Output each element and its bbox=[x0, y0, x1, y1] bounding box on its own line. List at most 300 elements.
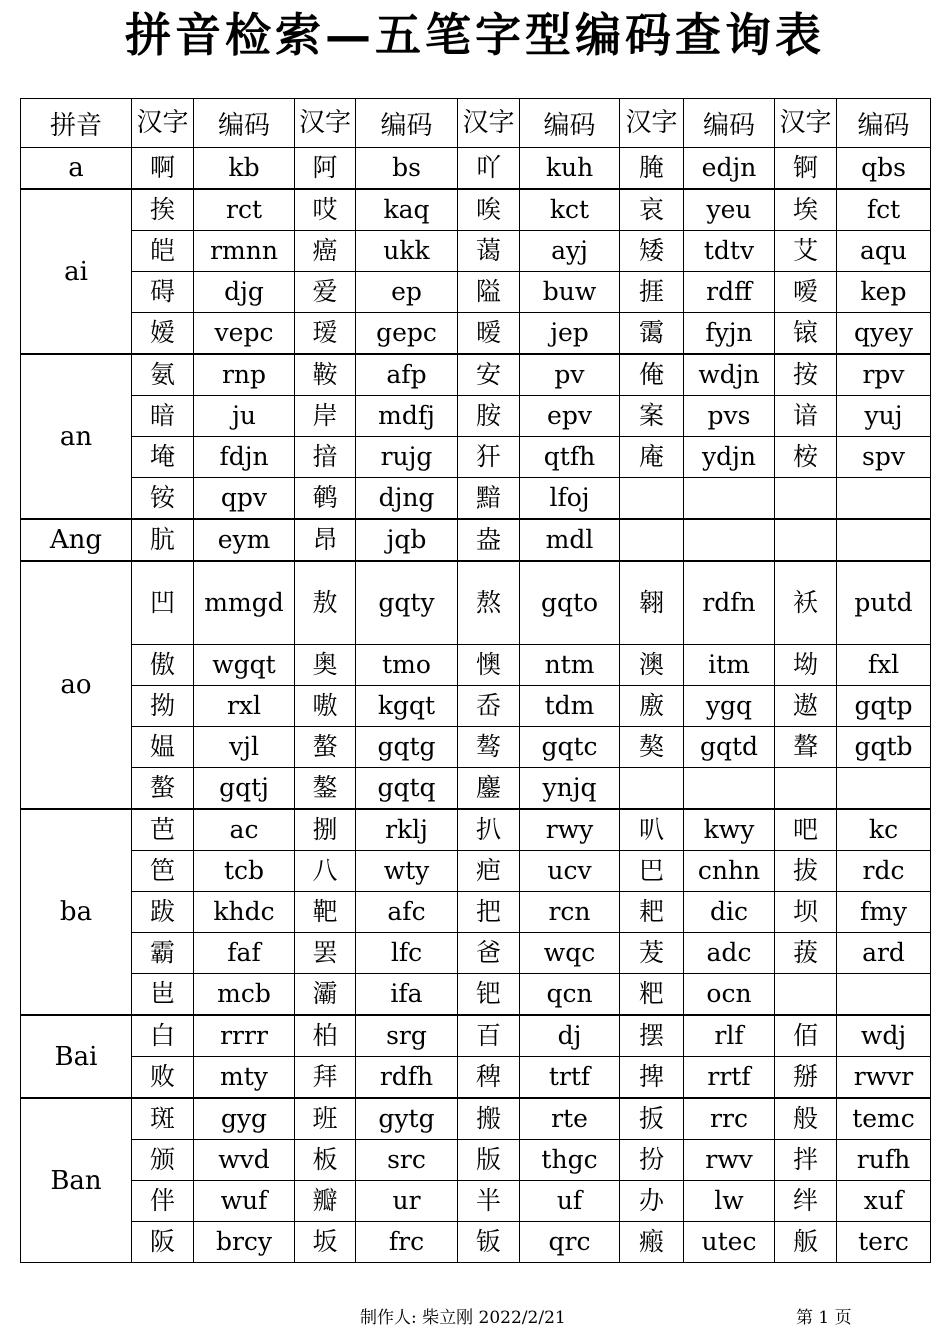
table-row bbox=[21, 354, 931, 396]
char-cell: 蔼 bbox=[458, 231, 520, 272]
char-cell: 唉 bbox=[458, 189, 520, 231]
code-cell: mdl bbox=[520, 519, 620, 561]
char-cell: 茇 bbox=[620, 933, 684, 974]
code-cell: utec bbox=[684, 1222, 775, 1263]
header-code: 编码 bbox=[520, 99, 620, 148]
char-cell: 扒 bbox=[458, 809, 520, 851]
table-row bbox=[21, 686, 931, 727]
code-cell: jqb bbox=[356, 519, 458, 561]
code-cell bbox=[684, 768, 775, 810]
code-cell: wdj bbox=[837, 1015, 931, 1057]
char-cell: 獒 bbox=[620, 727, 684, 768]
code-cell: rpv bbox=[837, 354, 931, 396]
footer-page-number: 第 1 页 bbox=[796, 1308, 852, 1328]
code-cell bbox=[837, 768, 931, 810]
code-cell: temc bbox=[837, 1098, 931, 1140]
code-cell: ucv bbox=[520, 851, 620, 892]
table-row bbox=[21, 148, 931, 190]
code-cell: bs bbox=[356, 148, 458, 190]
code-cell: rrrr bbox=[194, 1015, 295, 1057]
code-cell: rwy bbox=[520, 809, 620, 851]
char-cell: 犴 bbox=[458, 437, 520, 478]
char-cell: 把 bbox=[458, 892, 520, 933]
char-cell: 跋 bbox=[132, 892, 194, 933]
code-cell: rdfh bbox=[356, 1057, 458, 1099]
char-cell bbox=[775, 478, 837, 520]
code-cell: djng bbox=[356, 478, 458, 520]
char-cell: 粑 bbox=[620, 974, 684, 1016]
char-cell: 瘢 bbox=[620, 1222, 684, 1263]
code-cell: gyg bbox=[194, 1098, 295, 1140]
code-cell: wuf bbox=[194, 1181, 295, 1222]
code-cell: tdtv bbox=[684, 231, 775, 272]
table-row bbox=[21, 313, 931, 355]
pinyin-cell: Ang bbox=[21, 519, 132, 561]
char-cell: 爱 bbox=[295, 272, 356, 313]
table-row bbox=[21, 1057, 931, 1099]
char-cell: 揞 bbox=[295, 437, 356, 478]
table-row bbox=[21, 727, 931, 768]
char-cell: 灞 bbox=[295, 974, 356, 1016]
code-cell: pvs bbox=[684, 396, 775, 437]
char-cell: 鹌 bbox=[295, 478, 356, 520]
code-cell: faf bbox=[194, 933, 295, 974]
char-cell: 霭 bbox=[620, 313, 684, 355]
char-cell: 螯 bbox=[295, 727, 356, 768]
code-cell: qyey bbox=[837, 313, 931, 355]
code-cell: wqc bbox=[520, 933, 620, 974]
code-cell: tdm bbox=[520, 686, 620, 727]
table-row bbox=[21, 231, 931, 272]
header-code: 编码 bbox=[194, 99, 295, 148]
table-row bbox=[21, 933, 931, 974]
code-cell: kct bbox=[520, 189, 620, 231]
code-cell: rte bbox=[520, 1098, 620, 1140]
char-cell: 佰 bbox=[775, 1015, 837, 1057]
char-cell: 敖 bbox=[295, 561, 356, 645]
char-cell: 骜 bbox=[458, 727, 520, 768]
code-cell: kgqt bbox=[356, 686, 458, 727]
char-cell: 巴 bbox=[620, 851, 684, 892]
table-row bbox=[21, 645, 931, 686]
code-cell: rdfn bbox=[684, 561, 775, 645]
code-cell: lfoj bbox=[520, 478, 620, 520]
code-cell bbox=[684, 478, 775, 520]
char-cell: 皑 bbox=[132, 231, 194, 272]
char-cell: 碍 bbox=[132, 272, 194, 313]
char-cell: 艾 bbox=[775, 231, 837, 272]
code-cell: buw bbox=[520, 272, 620, 313]
char-cell: 阿 bbox=[295, 148, 356, 190]
char-cell: 庵 bbox=[620, 437, 684, 478]
header-pinyin: 拼音 bbox=[21, 99, 132, 148]
char-cell: 扳 bbox=[620, 1098, 684, 1140]
char-cell: 钣 bbox=[458, 1222, 520, 1263]
char-cell: 案 bbox=[620, 396, 684, 437]
code-cell: fyjn bbox=[684, 313, 775, 355]
code-cell: afp bbox=[356, 354, 458, 396]
char-cell: 拜 bbox=[295, 1057, 356, 1099]
code-cell: wgqt bbox=[194, 645, 295, 686]
char-cell: 安 bbox=[458, 354, 520, 396]
char-cell: 鞍 bbox=[295, 354, 356, 396]
code-cell: uf bbox=[520, 1181, 620, 1222]
code-cell: pv bbox=[520, 354, 620, 396]
code-cell: rdc bbox=[837, 851, 931, 892]
code-cell: rufh bbox=[837, 1140, 931, 1181]
code-cell: rwvr bbox=[837, 1057, 931, 1099]
header-code: 编码 bbox=[356, 99, 458, 148]
char-cell: 澳 bbox=[620, 645, 684, 686]
page-title: 拼音检索—五笔字型编码查询表 bbox=[125, 8, 825, 62]
code-cell: ju bbox=[194, 396, 295, 437]
char-cell: 坂 bbox=[295, 1222, 356, 1263]
code-cell: rxl bbox=[194, 686, 295, 727]
char-cell: 媪 bbox=[132, 727, 194, 768]
header-char: 汉字 bbox=[775, 99, 837, 148]
char-cell: 瓣 bbox=[295, 1181, 356, 1222]
code-cell: mty bbox=[194, 1057, 295, 1099]
char-cell: 疤 bbox=[458, 851, 520, 892]
char-cell: 岙 bbox=[458, 686, 520, 727]
char-cell: 矮 bbox=[620, 231, 684, 272]
char-cell: 般 bbox=[775, 1098, 837, 1140]
code-cell: tcb bbox=[194, 851, 295, 892]
char-cell: 吖 bbox=[458, 148, 520, 190]
char-cell: 埃 bbox=[775, 189, 837, 231]
char-cell: 伴 bbox=[132, 1181, 194, 1222]
char-cell: 靶 bbox=[295, 892, 356, 933]
char-cell: 柏 bbox=[295, 1015, 356, 1057]
char-cell: 瑷 bbox=[295, 313, 356, 355]
char-cell: 熬 bbox=[458, 561, 520, 645]
code-cell: gqtc bbox=[520, 727, 620, 768]
char-cell: 肮 bbox=[132, 519, 194, 561]
char-cell: 谙 bbox=[775, 396, 837, 437]
char-cell: 捌 bbox=[295, 809, 356, 851]
code-cell: kaq bbox=[356, 189, 458, 231]
char-cell: 翱 bbox=[620, 561, 684, 645]
code-cell: eym bbox=[194, 519, 295, 561]
code-cell: yuj bbox=[837, 396, 931, 437]
char-cell: 廒 bbox=[620, 686, 684, 727]
pinyin-cell: Ban bbox=[21, 1098, 132, 1263]
char-cell: 鏖 bbox=[458, 768, 520, 810]
char-cell: 聱 bbox=[775, 727, 837, 768]
char-cell: 斑 bbox=[132, 1098, 194, 1140]
char-cell: 岜 bbox=[132, 974, 194, 1016]
code-cell: kb bbox=[194, 148, 295, 190]
code-cell: edjn bbox=[684, 148, 775, 190]
char-cell bbox=[620, 519, 684, 561]
code-cell bbox=[837, 478, 931, 520]
char-cell: 氨 bbox=[132, 354, 194, 396]
code-cell: gepc bbox=[356, 313, 458, 355]
char-cell: 板 bbox=[295, 1140, 356, 1181]
code-cell: kuh bbox=[520, 148, 620, 190]
char-cell: 嗷 bbox=[295, 686, 356, 727]
char-cell: 钯 bbox=[458, 974, 520, 1016]
code-cell: gqtd bbox=[684, 727, 775, 768]
header-char: 汉字 bbox=[620, 99, 684, 148]
table-row bbox=[21, 974, 931, 1016]
header-char: 汉字 bbox=[458, 99, 520, 148]
pinyin-cell: Bai bbox=[21, 1015, 132, 1098]
char-cell: 芭 bbox=[132, 809, 194, 851]
char-cell: 凹 bbox=[132, 561, 194, 645]
code-cell: srg bbox=[356, 1015, 458, 1057]
code-cell: qpv bbox=[194, 478, 295, 520]
char-cell: 办 bbox=[620, 1181, 684, 1222]
table-row bbox=[21, 809, 931, 851]
code-cell: gqto bbox=[520, 561, 620, 645]
char-cell: 嫒 bbox=[132, 313, 194, 355]
char-cell: 扮 bbox=[620, 1140, 684, 1181]
code-cell: epv bbox=[520, 396, 620, 437]
code-cell: aqu bbox=[837, 231, 931, 272]
table-row bbox=[21, 1098, 931, 1140]
code-cell: yeu bbox=[684, 189, 775, 231]
char-cell: 桉 bbox=[775, 437, 837, 478]
code-cell: gqtb bbox=[837, 727, 931, 768]
table-header bbox=[21, 99, 931, 148]
code-cell: rmnn bbox=[194, 231, 295, 272]
table-row bbox=[21, 1181, 931, 1222]
code-cell: ep bbox=[356, 272, 458, 313]
code-cell: vepc bbox=[194, 313, 295, 355]
pinyin-cell: ao bbox=[21, 561, 132, 809]
char-cell: 暧 bbox=[458, 313, 520, 355]
code-cell: wty bbox=[356, 851, 458, 892]
char-cell: 笆 bbox=[132, 851, 194, 892]
code-cell: ynjq bbox=[520, 768, 620, 810]
char-cell: 锿 bbox=[775, 313, 837, 355]
char-cell: 搬 bbox=[458, 1098, 520, 1140]
char-cell: 傲 bbox=[132, 645, 194, 686]
code-cell: adc bbox=[684, 933, 775, 974]
char-cell: 岸 bbox=[295, 396, 356, 437]
code-cell: ntm bbox=[520, 645, 620, 686]
code-cell: rrc bbox=[684, 1098, 775, 1140]
char-cell bbox=[620, 478, 684, 520]
code-cell: rcn bbox=[520, 892, 620, 933]
code-cell: rnp bbox=[194, 354, 295, 396]
code-cell: qbs bbox=[837, 148, 931, 190]
code-cell: dic bbox=[684, 892, 775, 933]
char-cell: 阪 bbox=[132, 1222, 194, 1263]
code-cell: brcy bbox=[194, 1222, 295, 1263]
code-cell: khdc bbox=[194, 892, 295, 933]
table-row bbox=[21, 189, 931, 231]
code-cell: rdff bbox=[684, 272, 775, 313]
char-cell: 舨 bbox=[775, 1222, 837, 1263]
code-cell: tmo bbox=[356, 645, 458, 686]
char-cell: 奥 bbox=[295, 645, 356, 686]
code-cell: gqty bbox=[356, 561, 458, 645]
code-cell: thgc bbox=[520, 1140, 620, 1181]
code-cell: mcb bbox=[194, 974, 295, 1016]
char-cell: 挨 bbox=[132, 189, 194, 231]
header-char: 汉字 bbox=[295, 99, 356, 148]
char-cell: 颁 bbox=[132, 1140, 194, 1181]
code-cell: rct bbox=[194, 189, 295, 231]
code-cell: trtf bbox=[520, 1057, 620, 1099]
char-cell: 腌 bbox=[620, 148, 684, 190]
char-cell: 坝 bbox=[775, 892, 837, 933]
char-cell: 埯 bbox=[132, 437, 194, 478]
char-cell: 霸 bbox=[132, 933, 194, 974]
char-cell: 叭 bbox=[620, 809, 684, 851]
char-cell: 罢 bbox=[295, 933, 356, 974]
char-cell: 拌 bbox=[775, 1140, 837, 1181]
table-row bbox=[21, 272, 931, 313]
char-cell: 暗 bbox=[132, 396, 194, 437]
char-cell: 锕 bbox=[775, 148, 837, 190]
code-cell: gqtg bbox=[356, 727, 458, 768]
char-cell: 俺 bbox=[620, 354, 684, 396]
code-cell: gqtq bbox=[356, 768, 458, 810]
char-cell: 白 bbox=[132, 1015, 194, 1057]
code-cell: ur bbox=[356, 1181, 458, 1222]
code-cell: gytg bbox=[356, 1098, 458, 1140]
pinyin-cell: an bbox=[21, 354, 132, 519]
char-cell: 鏊 bbox=[295, 768, 356, 810]
code-cell: gqtj bbox=[194, 768, 295, 810]
code-cell: mmgd bbox=[194, 561, 295, 645]
table-row bbox=[21, 851, 931, 892]
code-cell: kc bbox=[837, 809, 931, 851]
table-row bbox=[21, 892, 931, 933]
char-cell bbox=[775, 974, 837, 1016]
char-cell: 昂 bbox=[295, 519, 356, 561]
char-cell: 菝 bbox=[775, 933, 837, 974]
char-cell: 八 bbox=[295, 851, 356, 892]
char-cell: 掰 bbox=[775, 1057, 837, 1099]
char-cell: 坳 bbox=[775, 645, 837, 686]
code-cell: itm bbox=[684, 645, 775, 686]
char-cell: 捭 bbox=[620, 1057, 684, 1099]
char-cell: 癌 bbox=[295, 231, 356, 272]
header-code: 编码 bbox=[837, 99, 931, 148]
code-cell: rlf bbox=[684, 1015, 775, 1057]
code-cell: lw bbox=[684, 1181, 775, 1222]
code-cell: xuf bbox=[837, 1181, 931, 1222]
code-cell: wdjn bbox=[684, 354, 775, 396]
header-code: 编码 bbox=[684, 99, 775, 148]
code-cell: putd bbox=[837, 561, 931, 645]
table-body bbox=[21, 148, 931, 1263]
char-cell: 遨 bbox=[775, 686, 837, 727]
code-cell bbox=[837, 974, 931, 1016]
char-cell: 按 bbox=[775, 354, 837, 396]
pinyin-cell: a bbox=[21, 148, 132, 190]
code-cell: kep bbox=[837, 272, 931, 313]
code-cell: kwy bbox=[684, 809, 775, 851]
footer-maker: 制作人: 柴立刚 2022/2/21 bbox=[360, 1308, 566, 1328]
code-cell: qtfh bbox=[520, 437, 620, 478]
code-cell: ifa bbox=[356, 974, 458, 1016]
code-cell: wvd bbox=[194, 1140, 295, 1181]
char-cell: 捱 bbox=[620, 272, 684, 313]
code-cell: cnhn bbox=[684, 851, 775, 892]
char-cell: 黯 bbox=[458, 478, 520, 520]
char-cell: 班 bbox=[295, 1098, 356, 1140]
code-cell: ard bbox=[837, 933, 931, 974]
char-cell: 耙 bbox=[620, 892, 684, 933]
char-cell: 绊 bbox=[775, 1181, 837, 1222]
char-cell: 拗 bbox=[132, 686, 194, 727]
char-cell: 摆 bbox=[620, 1015, 684, 1057]
wubi-code-table bbox=[20, 98, 931, 1263]
code-cell: djg bbox=[194, 272, 295, 313]
code-cell: rrtf bbox=[684, 1057, 775, 1099]
char-cell: 胺 bbox=[458, 396, 520, 437]
table-row bbox=[21, 478, 931, 520]
code-cell: rujg bbox=[356, 437, 458, 478]
char-cell: 盎 bbox=[458, 519, 520, 561]
code-cell bbox=[837, 519, 931, 561]
code-cell: qcn bbox=[520, 974, 620, 1016]
table-row bbox=[21, 1222, 931, 1263]
header-char: 汉字 bbox=[132, 99, 194, 148]
code-cell: qrc bbox=[520, 1222, 620, 1263]
char-cell: 哎 bbox=[295, 189, 356, 231]
code-cell: terc bbox=[837, 1222, 931, 1263]
code-cell: gqtp bbox=[837, 686, 931, 727]
code-cell: frc bbox=[356, 1222, 458, 1263]
char-cell: 隘 bbox=[458, 272, 520, 313]
code-cell: lfc bbox=[356, 933, 458, 974]
char-cell: 嗳 bbox=[775, 272, 837, 313]
char-cell: 百 bbox=[458, 1015, 520, 1057]
code-cell: afc bbox=[356, 892, 458, 933]
char-cell: 版 bbox=[458, 1140, 520, 1181]
table-row bbox=[21, 437, 931, 478]
table-row bbox=[21, 519, 931, 561]
table-row bbox=[21, 1015, 931, 1057]
code-cell: fmy bbox=[837, 892, 931, 933]
pinyin-cell: ba bbox=[21, 809, 132, 1015]
char-cell: 稗 bbox=[458, 1057, 520, 1099]
char-cell: 啊 bbox=[132, 148, 194, 190]
char-cell: 袄 bbox=[775, 561, 837, 645]
code-cell: ayj bbox=[520, 231, 620, 272]
code-cell: ac bbox=[194, 809, 295, 851]
code-cell: mdfj bbox=[356, 396, 458, 437]
table-row bbox=[21, 561, 931, 645]
code-cell: fdjn bbox=[194, 437, 295, 478]
char-cell: 败 bbox=[132, 1057, 194, 1099]
code-cell: vjl bbox=[194, 727, 295, 768]
char-cell: 哀 bbox=[620, 189, 684, 231]
char-cell: 半 bbox=[458, 1181, 520, 1222]
code-cell: spv bbox=[837, 437, 931, 478]
char-cell: 拔 bbox=[775, 851, 837, 892]
code-cell: ocn bbox=[684, 974, 775, 1016]
code-cell: rklj bbox=[356, 809, 458, 851]
char-cell: 吧 bbox=[775, 809, 837, 851]
char-cell: 铵 bbox=[132, 478, 194, 520]
code-cell: rwv bbox=[684, 1140, 775, 1181]
table-row bbox=[21, 768, 931, 810]
table-row bbox=[21, 396, 931, 437]
code-cell: fxl bbox=[837, 645, 931, 686]
code-cell: ukk bbox=[356, 231, 458, 272]
code-cell: jep bbox=[520, 313, 620, 355]
char-cell: 爸 bbox=[458, 933, 520, 974]
table-row bbox=[21, 1140, 931, 1181]
char-cell: 懊 bbox=[458, 645, 520, 686]
